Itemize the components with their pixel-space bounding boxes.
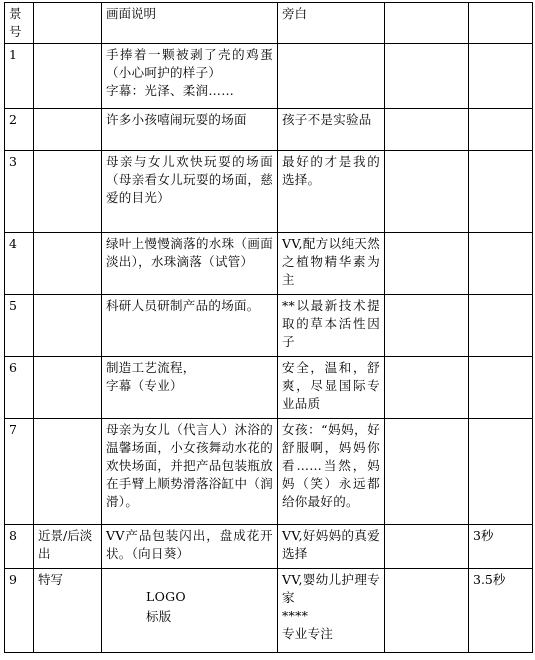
narration-cell: 孩子不是实验品: [278, 109, 385, 151]
narration-cell: 女孩：“妈妈，好舒服啊，妈妈你看……当然，妈妈（笑）永远都给你最好的。: [278, 419, 385, 525]
table-row: [5, 525, 533, 569]
blank-cell: [385, 419, 469, 525]
blank-cell: [385, 569, 469, 653]
shot-cell: [34, 109, 102, 151]
description-cell: 绿叶上慢慢滴落的水珠（画面淡出），水珠滴落（试管）: [102, 233, 278, 295]
narration-cell: VV,婴幼儿护理专家 **** 专业专注: [278, 569, 385, 653]
table-row: [5, 233, 533, 295]
scene-number: 8: [5, 525, 34, 569]
table-row: [5, 109, 533, 151]
duration-cell: 3.5秒: [469, 569, 533, 653]
shot-cell: [34, 151, 102, 233]
table-row: [5, 44, 533, 109]
blank-cell: [385, 44, 469, 109]
description-cell: 手捧着一颗被剥了壳的鸡蛋（小心呵护的样子） 字幕：光泽、柔润……: [102, 44, 278, 109]
header-scene-no: 景 号: [5, 3, 34, 44]
shot-cell: [34, 44, 102, 109]
duration-cell: [469, 295, 533, 357]
logo-subtitle: 标版: [146, 609, 172, 624]
blank-cell: [385, 109, 469, 151]
shot-cell: [34, 295, 102, 357]
scene-number: 3: [5, 151, 34, 233]
shot-cell: [34, 419, 102, 525]
table-row: [5, 569, 533, 653]
shot-cell: [34, 233, 102, 295]
blank-cell: [385, 233, 469, 295]
logo-placeholder: [146, 587, 273, 627]
duration-cell: 3秒: [469, 525, 533, 569]
duration-cell: [469, 151, 533, 233]
blank-cell: [385, 357, 469, 419]
blank-cell: [385, 525, 469, 569]
header-duration: [469, 3, 533, 44]
narration-cell: [278, 44, 385, 109]
blank-cell: [385, 151, 469, 233]
table-row: [5, 357, 533, 419]
table-row: [5, 151, 533, 233]
description-cell: 母亲为女儿（代言人）沐浴的温馨场面，小女孩舞动水花的欢快场面，并把产品包装瓶放在手臂上顺势滑落浴缸中（润滑）。: [102, 419, 278, 525]
narration-cell: 最好的才是我的选择。: [278, 151, 385, 233]
scene-number: 9: [5, 569, 34, 653]
table-row: [5, 419, 533, 525]
narration-cell: VV,好妈妈的真爱选择: [278, 525, 385, 569]
description-cell: 科研人员研制产品的场面。: [102, 295, 278, 357]
scene-number: 4: [5, 233, 34, 295]
scene-number: 7: [5, 419, 34, 525]
narration-cell: 安全，温和，舒爽，尽显国际专业品质: [278, 357, 385, 419]
blank-cell: [385, 295, 469, 357]
description-cell: [102, 569, 278, 653]
shot-cell: 特写: [34, 569, 102, 653]
duration-cell: [469, 44, 533, 109]
header-shot: [34, 3, 102, 44]
duration-cell: [469, 109, 533, 151]
header-col5: [385, 3, 469, 44]
duration-cell: [469, 233, 533, 295]
scene-number: 1: [5, 44, 34, 109]
description-cell: VV产品包装闪出，盘成花开状。（向日葵）: [102, 525, 278, 569]
description-cell: 许多小孩嘻闹玩耍的场面: [102, 109, 278, 151]
header-narration: 旁白: [278, 3, 385, 44]
duration-cell: [469, 357, 533, 419]
description-cell: 制造工艺流程， 字幕（专业）: [102, 357, 278, 419]
narration-cell: **以最新技术提取的草本活性因子: [278, 295, 385, 357]
shot-cell: 近景/后淡出: [34, 525, 102, 569]
storyboard-table: [4, 2, 533, 653]
scene-number: 6: [5, 357, 34, 419]
scene-number: 2: [5, 109, 34, 151]
header-row: [5, 3, 533, 44]
logo-text: LOGO: [146, 589, 186, 604]
table-row: [5, 295, 533, 357]
duration-cell: [469, 419, 533, 525]
description-cell: 母亲与女儿欢快玩耍的场面（母亲看女儿玩耍的场面，慈爱的目光）: [102, 151, 278, 233]
narration-cell: VV,配方以纯天然之植物精华素为主: [278, 233, 385, 295]
header-description: 画面说明: [102, 3, 278, 44]
scene-number: 5: [5, 295, 34, 357]
shot-cell: [34, 357, 102, 419]
